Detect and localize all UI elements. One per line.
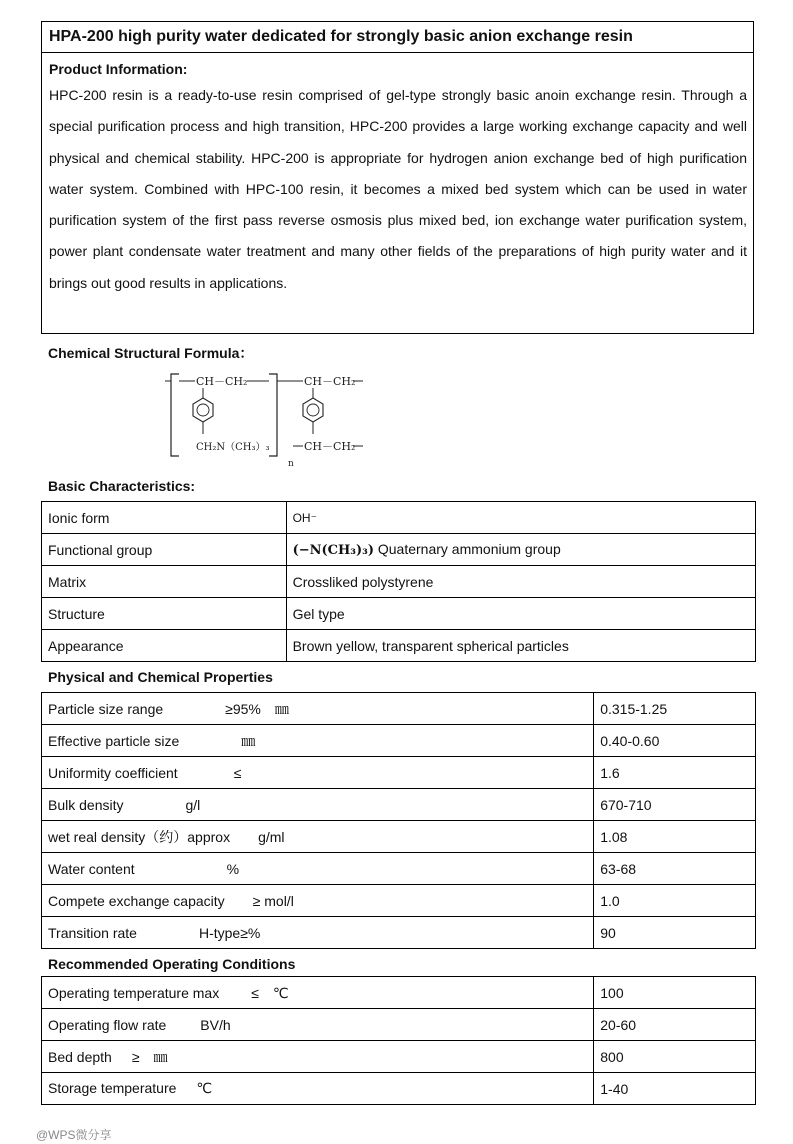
table-row [42,598,756,630]
row-label: Bulk density [48,796,124,813]
row-label: Water content [48,860,135,877]
row-unit: ≥ mol/l [252,892,294,909]
row-value: Gel type [286,598,755,630]
row-label: wet real density（约）approx [48,828,231,845]
table-row [42,789,756,821]
benzene-ring-left [193,398,213,422]
row-unit: ≤ [233,764,242,781]
table-row [42,757,756,789]
table-row [42,1041,756,1073]
row-unit: ㎜ [241,732,256,749]
table-row [42,977,756,1009]
table-row [42,534,756,566]
subscript-n: n [288,459,294,468]
row-unit: H-type≥% [198,924,261,941]
row-value: 1.6 [594,757,756,789]
basic-characteristics-table [41,501,756,662]
row-value: 670-710 [594,789,756,821]
row-label: Appearance [42,630,287,662]
table-row [42,693,756,725]
chemical-formula [165,368,375,468]
row-value: Brown yellow, transparent spherical particles [286,630,755,662]
row-label-cell [42,693,594,725]
operating-heading: Recommended Operating Conditions [48,956,296,972]
row-label: Uniformity coefficient [48,764,178,781]
row-value-cell [286,534,755,566]
right-substituent-text: CH－CH₂ [304,440,356,453]
left-substituent-text: CH₂N（CH₃）₃ [196,442,270,453]
row-unit: g/l [185,796,201,813]
row-label-cell [42,885,594,917]
row-unit: ≤ ℃ [251,984,289,1001]
row-label: Effective particle size [48,732,180,749]
row-unit: ≥95% ㎜ [225,700,289,717]
table-row [42,502,756,534]
row-label: Transition rate [48,924,137,941]
physical-heading: Physical and Chemical Properties [48,669,273,685]
row-unit: ℃ [196,1080,213,1096]
row-value: 800 [594,1041,756,1073]
product-info-box [41,52,754,334]
row-unit: BV/h [200,1016,231,1033]
row-unit: ≥ ㎜ [131,1048,168,1065]
table-row [42,821,756,853]
row-label-cell [42,917,594,949]
row-label-cell [42,1073,594,1105]
row-value: 1-40 [594,1073,756,1105]
row-value: 0.315-1.25 [594,693,756,725]
table-row [42,853,756,885]
row-label: Particle size range [48,700,164,717]
row-label: Storage temperature [48,1080,177,1096]
row-value: 63-68 [594,853,756,885]
row-label: Operating flow rate [48,1016,167,1033]
row-unit: % [226,860,240,877]
table-row [42,885,756,917]
row-label: Matrix [42,566,287,598]
row-value: 90 [594,917,756,949]
left-chain-text: CH－CH₂ [196,375,248,388]
basic-heading: Basic Characteristics: [48,478,196,494]
row-label-cell [42,725,594,757]
row-label: Compete exchange capacity [48,892,225,909]
table-row [42,566,756,598]
document-title: HPA-200 high purity water dedicated for strongly basic anion exchange resin [41,21,754,53]
row-value: 20-60 [594,1009,756,1041]
row-value: 1.08 [594,821,756,853]
row-value: 0.40-0.60 [594,725,756,757]
row-value: 1.0 [594,885,756,917]
row-label: Ionic form [42,502,287,534]
functional-group-formula: (−N(CH₃)₃) [292,543,374,558]
row-label-cell [42,853,594,885]
row-value: OH⁻ [286,502,755,534]
row-value: 100 [594,977,756,1009]
row-label-cell [42,1041,594,1073]
product-info-heading: Product Information: [49,61,188,77]
row-unit: g/ml [258,828,285,845]
table-row [42,1009,756,1041]
row-label-cell [42,757,594,789]
table-row [42,725,756,757]
row-label: Operating temperature max [48,984,220,1001]
watermark-footer: @WPS微分享 [36,1128,112,1142]
product-info-text: HPC-200 resin is a ready-to-use resin comprised of gel-type strongly basic anoin exchange resin. Through a special purification process and high transition, HPC-200 provides a large working exchange capacity and well physical and chemical stability. HPC-200 is appropriate for hydrogen anion exchange bed of high purification water system. Combined with HPC-100 resin, it becomes a mixed bed system which can be used in water purification system of the first pass reverse osmosis plus mixed bed, ion exchange water purification system, power plant condensate water treatment and many other fields of the preparations of high purity water and it brings out good results in applications. [49,87,747,291]
row-label: Functional group [42,534,287,566]
row-value: Crossliked polystyrene [286,566,755,598]
benzene-ring-right [303,398,323,422]
row-label: Structure [42,598,287,630]
row-label: Bed depth [48,1048,112,1065]
row-label-cell [42,1009,594,1041]
physical-properties-table [41,692,756,949]
formula-heading: Chemical Structural Formula： [48,345,254,361]
operating-conditions-table [41,976,756,1105]
table-row [42,1073,756,1105]
table-row [42,917,756,949]
table-row [42,630,756,662]
row-label-cell [42,977,594,1009]
right-chain-text: CH－CH₂ [304,375,356,388]
row-label-cell [42,789,594,821]
row-value: Quaternary ammonium group [373,541,561,557]
row-label-cell [42,821,594,853]
